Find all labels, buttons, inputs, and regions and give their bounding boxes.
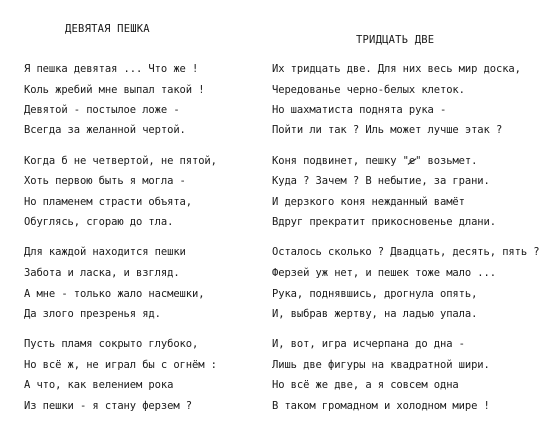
- poem-line: Куда ? Зачем ? В небытие, за грани.: [272, 175, 490, 187]
- poem-line: Чередованье черно-белых клеток.: [272, 84, 465, 96]
- poem-line: Да злого презренья яд.: [24, 308, 161, 320]
- poem-line: Хоть первою быть я могла -: [24, 175, 186, 187]
- struck-letter-mark: e: [408, 155, 416, 167]
- poem-line: И, выбрав жертву, на ладью упала.: [272, 308, 478, 320]
- poem-line: Лишь две фигуры на квадратной шири.: [272, 359, 490, 371]
- poem-line: Когда б не четвертой, не пятой,: [24, 155, 217, 167]
- poem-line: Осталось сколько ? Двадцать, десять, пять ?: [272, 246, 540, 258]
- poem-line: Ферзей уж нет, и пешек тоже мало ...: [272, 267, 496, 279]
- right-poem-title: ТРИДЦАТЬ ДВЕ: [356, 34, 435, 46]
- poem-line: В таком громадном и холодном мире !: [272, 400, 490, 412]
- poem-line: Всегда за желанной чертой.: [24, 124, 186, 136]
- poem-line: Коль жребий мне выпал такой !: [24, 84, 205, 96]
- poem-line-tail: " возьмет.: [415, 155, 478, 167]
- poem-line: Забота и ласка, и взгляд.: [24, 267, 180, 279]
- poem-line: А что, как велением рока: [24, 379, 174, 391]
- poem-line: И дерзкого коня нежданный вамёт: [272, 196, 465, 208]
- poem-line: А мне - только жало насмешки,: [24, 288, 205, 300]
- left-poem-title: ДЕВЯТАЯ ПЕШКА: [65, 23, 150, 35]
- poem-line: Для каждой находится пешки: [24, 246, 186, 258]
- poem-line: Из пешки - я стану ферзем ?: [24, 400, 192, 412]
- poem-line: Пойти ли так ? Иль может лучше этак ?: [272, 124, 503, 136]
- poem-line-with-mark: [272, 155, 477, 167]
- poem-line: Но всё ж, не играл бы с огнём :: [24, 359, 217, 371]
- poem-line: Но всё же две, а я совсем одна: [272, 379, 459, 391]
- poem-line: Пусть пламя сокрыто глубоко,: [24, 338, 199, 350]
- poem-line: Вдруг прекратит прикосновенье длани.: [272, 216, 496, 228]
- poem-line: Но пламенем страсти объята,: [24, 196, 192, 208]
- poem-line: Но шахматиста поднята рука -: [272, 104, 447, 116]
- poem-line: Рука, поднявшись, дрогнула опять,: [272, 288, 478, 300]
- poem-line: Я пешка девятая ... Что же !: [24, 63, 199, 75]
- poem-line: И, вот, игра исчерпана до дна -: [272, 338, 465, 350]
- poem-line: Обуглясь, сгораю до тла.: [24, 216, 174, 228]
- poem-line: Девятой - постылое ложе -: [24, 104, 180, 116]
- poem-line-text: Коня подвинет, пешку ": [272, 155, 409, 167]
- poem-line: Их тридцать две. Для них весь мир доска,: [272, 63, 521, 75]
